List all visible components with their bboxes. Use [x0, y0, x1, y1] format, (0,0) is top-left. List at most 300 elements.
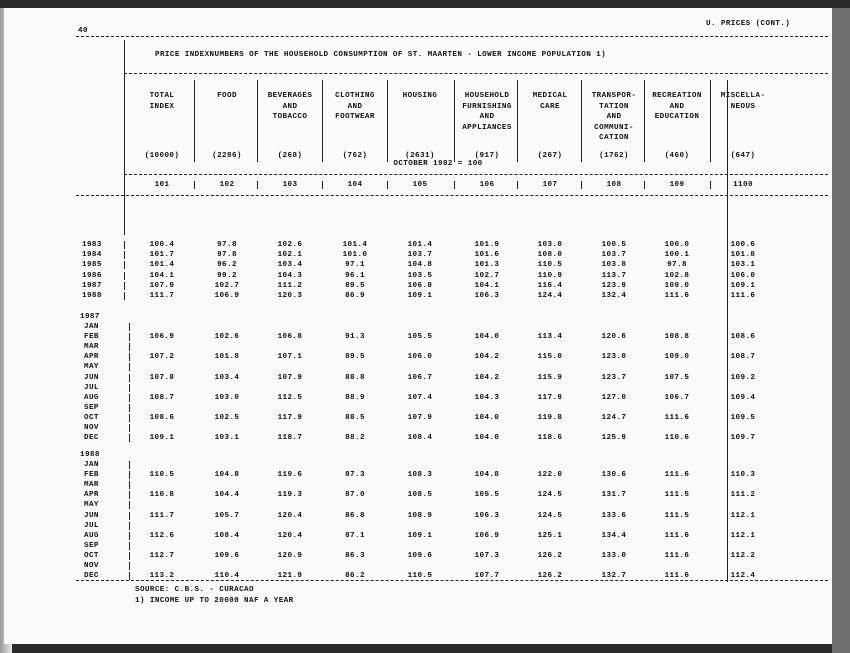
- cell-value: 101.0: [342, 251, 368, 260]
- month-label: MAY: [84, 363, 99, 372]
- cell-value: 106.0: [730, 271, 756, 280]
- cell-value: 123.7: [601, 373, 627, 382]
- column-header-line: AND: [347, 102, 363, 111]
- cell-value: 109.6: [214, 551, 240, 560]
- cell-value: 117.9: [537, 393, 563, 402]
- cell-value: 111.5: [664, 491, 690, 500]
- cell-value: 104.1: [149, 271, 175, 280]
- cell-value: 102.8: [664, 271, 690, 280]
- cell-value: 119.3: [277, 491, 303, 500]
- cell-value: 119.8: [537, 413, 563, 422]
- base-note: OCTOBER 1982 = 100: [393, 160, 483, 168]
- row-rule: [129, 491, 130, 499]
- cell-value: 100.0: [664, 241, 690, 249]
- cell-value: 86.8: [345, 511, 365, 520]
- cell-value: 108.6: [730, 333, 756, 342]
- month-label: AUG: [84, 531, 99, 540]
- row-rule: [124, 282, 125, 290]
- month-label: FEB: [84, 333, 99, 342]
- cell-value: 108.8: [664, 333, 690, 342]
- month-label: JAN: [84, 323, 99, 331]
- cell-value: 108.3: [407, 471, 433, 480]
- cell-value: 101.7: [149, 251, 175, 260]
- cell-value: 112.7: [149, 551, 175, 560]
- page-edge: [832, 8, 850, 653]
- column-rule: [710, 181, 711, 189]
- cell-value: 103.0: [214, 393, 240, 402]
- cell-value: 110.8: [149, 491, 175, 500]
- cell-value: 133.6: [601, 511, 627, 520]
- cell-value: 109.7: [730, 434, 756, 443]
- month-label: NOV: [84, 562, 99, 570]
- cell-value: 106.3: [474, 292, 500, 300]
- column-header-line: CLOTHING: [335, 92, 375, 100]
- column-header-line: FOOD: [217, 92, 237, 100]
- cell-value: 126.2: [537, 551, 563, 560]
- column-weight: (2631): [405, 152, 435, 160]
- section-year: 1988: [80, 451, 100, 459]
- column-header-line: MEDICAL: [532, 92, 568, 100]
- column-header-line: CATION: [599, 134, 629, 142]
- row-rule: [129, 481, 130, 489]
- divider: [76, 195, 828, 196]
- column-rule: [322, 181, 323, 189]
- section-year: 1987: [80, 313, 100, 321]
- column-code: 101: [154, 181, 170, 189]
- cell-value: 104.0: [474, 434, 500, 443]
- row-rule: [129, 414, 130, 422]
- cell-value: 105.5: [474, 491, 500, 500]
- column-rule: [124, 40, 125, 235]
- column-rule: [454, 80, 455, 162]
- cell-value: 116.4: [537, 281, 563, 290]
- month-label: JUL: [84, 383, 99, 392]
- cell-value: 110.6: [664, 434, 690, 443]
- cell-value: 123.9: [601, 281, 627, 290]
- cell-value: 123.0: [601, 353, 627, 362]
- cell-value: 106.7: [407, 373, 433, 382]
- row-rule: [129, 562, 130, 570]
- row-rule: [129, 404, 130, 412]
- cell-value: 109.0: [664, 353, 690, 362]
- cell-value: 109.1: [407, 292, 433, 300]
- column-weight: (460): [664, 152, 690, 160]
- cell-value: 111.7: [149, 511, 175, 520]
- cell-value: 108.5: [407, 491, 433, 500]
- divider: [76, 580, 828, 581]
- cell-value: 134.4: [601, 531, 627, 540]
- running-head: U. PRICES (CONT.): [706, 20, 791, 28]
- cell-value: 108.9: [407, 511, 433, 520]
- cell-value: 106.9: [474, 531, 500, 540]
- cell-value: 111.6: [664, 531, 690, 540]
- column-header-line: TRANSPOR-: [591, 92, 637, 100]
- cell-value: 124.5: [537, 511, 563, 520]
- cell-value: 99.2: [217, 271, 237, 280]
- cell-value: 96.2: [217, 261, 237, 270]
- cell-value: 110.5: [407, 572, 433, 581]
- cell-value: 106.9: [214, 292, 240, 300]
- month-label: NOV: [84, 424, 99, 432]
- cell-value: 125.1: [537, 531, 563, 540]
- column-header-line: HOUSING: [402, 92, 438, 100]
- cell-value: 111.6: [664, 292, 690, 300]
- row-rule: [129, 374, 130, 382]
- cell-value: 86.2: [345, 572, 365, 581]
- table-title: PRICE INDEXNUMBERS OF THE HOUSEHOLD CONSUMPTION OF ST. MAARTEN - LOWER INCOME POPULATION 1): [155, 51, 607, 59]
- cell-value: 97.8: [667, 261, 687, 270]
- cell-value: 107.5: [664, 373, 690, 382]
- cell-value: 103.7: [601, 251, 627, 260]
- cell-value: 105.5: [407, 333, 433, 342]
- month-label: FEB: [84, 471, 99, 480]
- cell-value: 97.8: [217, 251, 237, 260]
- row-label: 1988: [82, 292, 102, 300]
- divider: [76, 36, 828, 37]
- cell-value: 103.8: [601, 261, 627, 270]
- column-code: 107: [542, 181, 558, 189]
- cell-value: 120.4: [277, 531, 303, 540]
- column-weight: (2286): [212, 152, 242, 160]
- month-label: DEC: [84, 434, 99, 443]
- cell-value: 107.2: [149, 353, 175, 362]
- month-label: APR: [84, 491, 99, 500]
- month-label: APR: [84, 353, 99, 362]
- cell-value: 103.4: [277, 261, 303, 270]
- cell-value: 107.1: [277, 353, 303, 362]
- month-label: DEC: [84, 572, 99, 581]
- cell-value: 111.5: [664, 511, 690, 520]
- cell-value: 104.4: [214, 491, 240, 500]
- cell-value: 107.3: [474, 551, 500, 560]
- column-code: 105: [412, 181, 428, 189]
- cell-value: 89.5: [345, 353, 365, 362]
- cell-value: 111.7: [149, 292, 175, 300]
- cell-value: 111.6: [730, 292, 756, 300]
- cell-value: 110.4: [214, 572, 240, 581]
- cell-value: 109.6: [407, 551, 433, 560]
- row-rule: [124, 241, 125, 249]
- cell-value: 104.8: [474, 471, 500, 480]
- cell-value: 109.1: [730, 281, 756, 290]
- cell-value: 101.4: [342, 241, 368, 249]
- cell-value: 86.3: [345, 551, 365, 560]
- cell-value: 109.4: [730, 393, 756, 402]
- cell-value: 106.9: [149, 333, 175, 342]
- cell-value: 88.2: [345, 434, 365, 443]
- column-code: 1100: [733, 181, 753, 189]
- cell-value: 104.2: [474, 353, 500, 362]
- row-label: 1987: [82, 281, 102, 290]
- cell-value: 113.4: [537, 333, 563, 342]
- row-rule: [129, 532, 130, 540]
- column-code: 103: [282, 181, 298, 189]
- cell-value: 101.9: [474, 241, 500, 249]
- cell-value: 112.1: [730, 531, 756, 540]
- cell-value: 111.6: [664, 572, 690, 581]
- cell-value: 87.0: [345, 491, 365, 500]
- cell-value: 111.6: [664, 471, 690, 480]
- cell-value: 112.1: [730, 511, 756, 520]
- cell-value: 87.1: [345, 531, 365, 540]
- month-label: MAY: [84, 501, 99, 510]
- cell-value: 112.5: [277, 393, 303, 402]
- cell-value: 103.1: [214, 434, 240, 443]
- cell-value: 106.7: [664, 393, 690, 402]
- column-header-line: TATION: [599, 102, 629, 111]
- column-header-line: AND: [606, 113, 622, 121]
- column-rule: [194, 80, 195, 162]
- column-header-line: CARE: [540, 102, 560, 111]
- column-code: 108: [606, 181, 622, 189]
- footnote-1: 1) INCOME UP TO 20000 NAF A YEAR: [135, 597, 294, 605]
- cell-value: 120.3: [277, 292, 303, 300]
- column-weight: (268): [277, 152, 303, 160]
- column-rule: [644, 80, 645, 162]
- cell-value: 104.1: [474, 281, 500, 290]
- column-code: 104: [347, 181, 363, 189]
- row-rule: [129, 343, 130, 351]
- cell-value: 115.9: [537, 373, 563, 382]
- column-rule: [517, 181, 518, 189]
- cell-value: 102.5: [214, 413, 240, 422]
- cell-value: 106.3: [474, 511, 500, 520]
- cell-value: 103.7: [407, 251, 433, 260]
- row-rule: [129, 552, 130, 560]
- row-rule: [129, 522, 130, 530]
- row-rule: [129, 424, 130, 432]
- row-rule: [129, 434, 130, 442]
- column-rule: [644, 181, 645, 189]
- cell-value: 118.7: [277, 434, 303, 443]
- cell-value: 108.6: [149, 413, 175, 422]
- cell-value: 102.7: [474, 271, 500, 280]
- row-rule: [129, 384, 130, 392]
- cell-value: 108.4: [407, 434, 433, 443]
- row-rule: [129, 572, 130, 580]
- column-rule: [387, 80, 388, 162]
- month-label: MAR: [84, 343, 99, 352]
- cell-value: 104.8: [214, 471, 240, 480]
- column-header-line: COMMUNI-: [594, 123, 634, 132]
- row-rule: [129, 471, 130, 479]
- cell-value: 89.5: [345, 281, 365, 290]
- month-label: JAN: [84, 461, 99, 469]
- cell-value: 91.3: [345, 333, 365, 342]
- column-header-line: BEVERAGES: [267, 92, 313, 100]
- cell-value: 96.1: [345, 271, 365, 280]
- cell-value: 100.5: [601, 241, 627, 249]
- cell-value: 125.9: [601, 434, 627, 443]
- cell-value: 107.9: [149, 281, 175, 290]
- cell-value: 104.8: [407, 261, 433, 270]
- cell-value: 97.1: [345, 261, 365, 270]
- column-rule: [322, 80, 323, 162]
- column-rule: [257, 80, 258, 162]
- cell-value: 127.0: [601, 393, 627, 402]
- row-rule: [124, 292, 125, 300]
- cell-value: 110.5: [537, 261, 563, 270]
- row-rule: [129, 542, 130, 550]
- row-rule: [129, 461, 130, 469]
- month-label: OCT: [84, 413, 99, 422]
- cell-value: 106.8: [407, 281, 433, 290]
- cell-value: 107.9: [277, 373, 303, 382]
- column-header-line: HOUSEHOLD: [464, 92, 510, 100]
- month-label: AUG: [84, 393, 99, 402]
- column-rule: [727, 80, 728, 582]
- column-weight: (762): [342, 152, 368, 160]
- cell-value: 101.4: [149, 261, 175, 270]
- row-label: 1986: [82, 271, 102, 280]
- cell-value: 110.3: [730, 471, 756, 480]
- cell-value: 131.7: [601, 491, 627, 500]
- month-label: MAR: [84, 481, 99, 490]
- row-rule: [129, 512, 130, 520]
- column-header-line: AND: [479, 113, 495, 121]
- cell-value: 126.2: [537, 572, 563, 581]
- column-rule: [710, 80, 711, 162]
- cell-value: 120.4: [277, 511, 303, 520]
- cell-value: 101.8: [214, 353, 240, 362]
- cell-value: 107.8: [149, 373, 175, 382]
- column-header-line: EDUCATION: [654, 113, 700, 121]
- cell-value: 88.8: [345, 373, 365, 382]
- cell-value: 103.4: [214, 373, 240, 382]
- column-weight: (647): [730, 152, 756, 160]
- cell-value: 111.6: [664, 551, 690, 560]
- row-label: 1985: [82, 261, 102, 270]
- column-rule: [454, 181, 455, 189]
- cell-value: 107.4: [407, 393, 433, 402]
- column-weight: (10000): [144, 152, 180, 160]
- cell-value: 108.7: [730, 353, 756, 362]
- column-header-line: APPLIANCES: [462, 123, 512, 132]
- column-rule: [581, 80, 582, 162]
- cell-value: 121.9: [277, 572, 303, 581]
- page-number: 40: [78, 27, 88, 35]
- cell-value: 111.6: [664, 413, 690, 422]
- column-weight: (917): [474, 152, 500, 160]
- cell-value: 110.9: [537, 271, 563, 280]
- cell-value: 111.2: [730, 491, 756, 500]
- cell-value: 87.3: [345, 471, 365, 480]
- cell-value: 86.9: [345, 292, 365, 300]
- column-header-line: INDEX: [149, 102, 175, 111]
- row-label: 1984: [82, 251, 102, 260]
- cell-value: 117.9: [277, 413, 303, 422]
- cell-value: 107.7: [474, 572, 500, 581]
- row-rule: [129, 333, 130, 341]
- cell-value: 103.0: [537, 241, 563, 249]
- column-header-line: MISCELLA-: [720, 92, 766, 100]
- cell-value: 101.8: [730, 251, 756, 260]
- cell-value: 122.0: [537, 471, 563, 480]
- cell-value: 110.5: [149, 471, 175, 480]
- month-label: JUN: [84, 373, 99, 382]
- row-rule: [129, 363, 130, 371]
- cell-value: 113.7: [601, 271, 627, 280]
- cell-value: 102.6: [277, 241, 303, 249]
- cell-value: 101.4: [407, 241, 433, 249]
- cell-value: 102.7: [214, 281, 240, 290]
- cell-value: 103.1: [730, 261, 756, 270]
- cell-value: 101.6: [474, 251, 500, 260]
- month-label: JUL: [84, 521, 99, 530]
- column-rule: [257, 181, 258, 189]
- column-weight: (267): [537, 152, 563, 160]
- month-label: OCT: [84, 551, 99, 560]
- cell-value: 120.9: [277, 551, 303, 560]
- cell-value: 132.7: [601, 572, 627, 581]
- cell-value: 109.1: [149, 434, 175, 443]
- cell-value: 109.2: [730, 373, 756, 382]
- column-header-line: FURNISHING: [462, 102, 512, 111]
- row-rule: [124, 251, 125, 259]
- column-header-line: AND: [282, 102, 298, 111]
- cell-value: 102.6: [214, 333, 240, 342]
- month-label: JUN: [84, 511, 99, 520]
- column-code: 106: [479, 181, 495, 189]
- row-rule: [124, 272, 125, 280]
- cell-value: 108.4: [214, 531, 240, 540]
- cell-value: 104.3: [277, 271, 303, 280]
- cell-value: 109.1: [407, 531, 433, 540]
- column-rule: [517, 80, 518, 162]
- column-header-line: AND: [669, 102, 685, 111]
- cell-value: 112.2: [730, 551, 756, 560]
- divider: [124, 73, 828, 74]
- cell-value: 101.3: [474, 261, 500, 270]
- cell-value: 107.9: [407, 413, 433, 422]
- row-rule: [129, 323, 130, 331]
- cell-value: 112.6: [149, 531, 175, 540]
- column-code: 109: [669, 181, 685, 189]
- column-header-line: TOBACCO: [272, 113, 308, 121]
- column-header-line: FOOTWEAR: [335, 113, 375, 121]
- cell-value: 113.2: [149, 572, 175, 581]
- cell-value: 133.0: [601, 551, 627, 560]
- cell-value: 124.7: [601, 413, 627, 422]
- column-rule: [387, 181, 388, 189]
- cell-value: 104.0: [474, 333, 500, 342]
- cell-value: 120.6: [601, 333, 627, 342]
- row-rule: [124, 261, 125, 269]
- cell-value: 106.0: [407, 353, 433, 362]
- cell-value: 105.7: [214, 511, 240, 520]
- row-rule: [129, 353, 130, 361]
- cell-value: 132.4: [601, 292, 627, 300]
- column-weight: (1762): [599, 152, 629, 160]
- cell-value: 97.8: [217, 241, 237, 249]
- column-code: 102: [219, 181, 235, 189]
- cell-value: 112.4: [730, 572, 756, 581]
- cell-value: 104.2: [474, 373, 500, 382]
- cell-value: 108.0: [537, 251, 563, 260]
- column-rule: [194, 181, 195, 189]
- cell-value: 88.5: [345, 413, 365, 422]
- cell-value: 106.8: [277, 333, 303, 342]
- cell-value: 88.9: [345, 393, 365, 402]
- cell-value: 124.5: [537, 491, 563, 500]
- cell-value: 100.4: [149, 241, 175, 249]
- cell-value: 115.0: [537, 353, 563, 362]
- cell-value: 109.0: [664, 281, 690, 290]
- column-header-line: RECREATION: [652, 92, 702, 100]
- cell-value: 104.3: [474, 393, 500, 402]
- cell-value: 130.6: [601, 471, 627, 480]
- cell-value: 100.6: [730, 241, 756, 249]
